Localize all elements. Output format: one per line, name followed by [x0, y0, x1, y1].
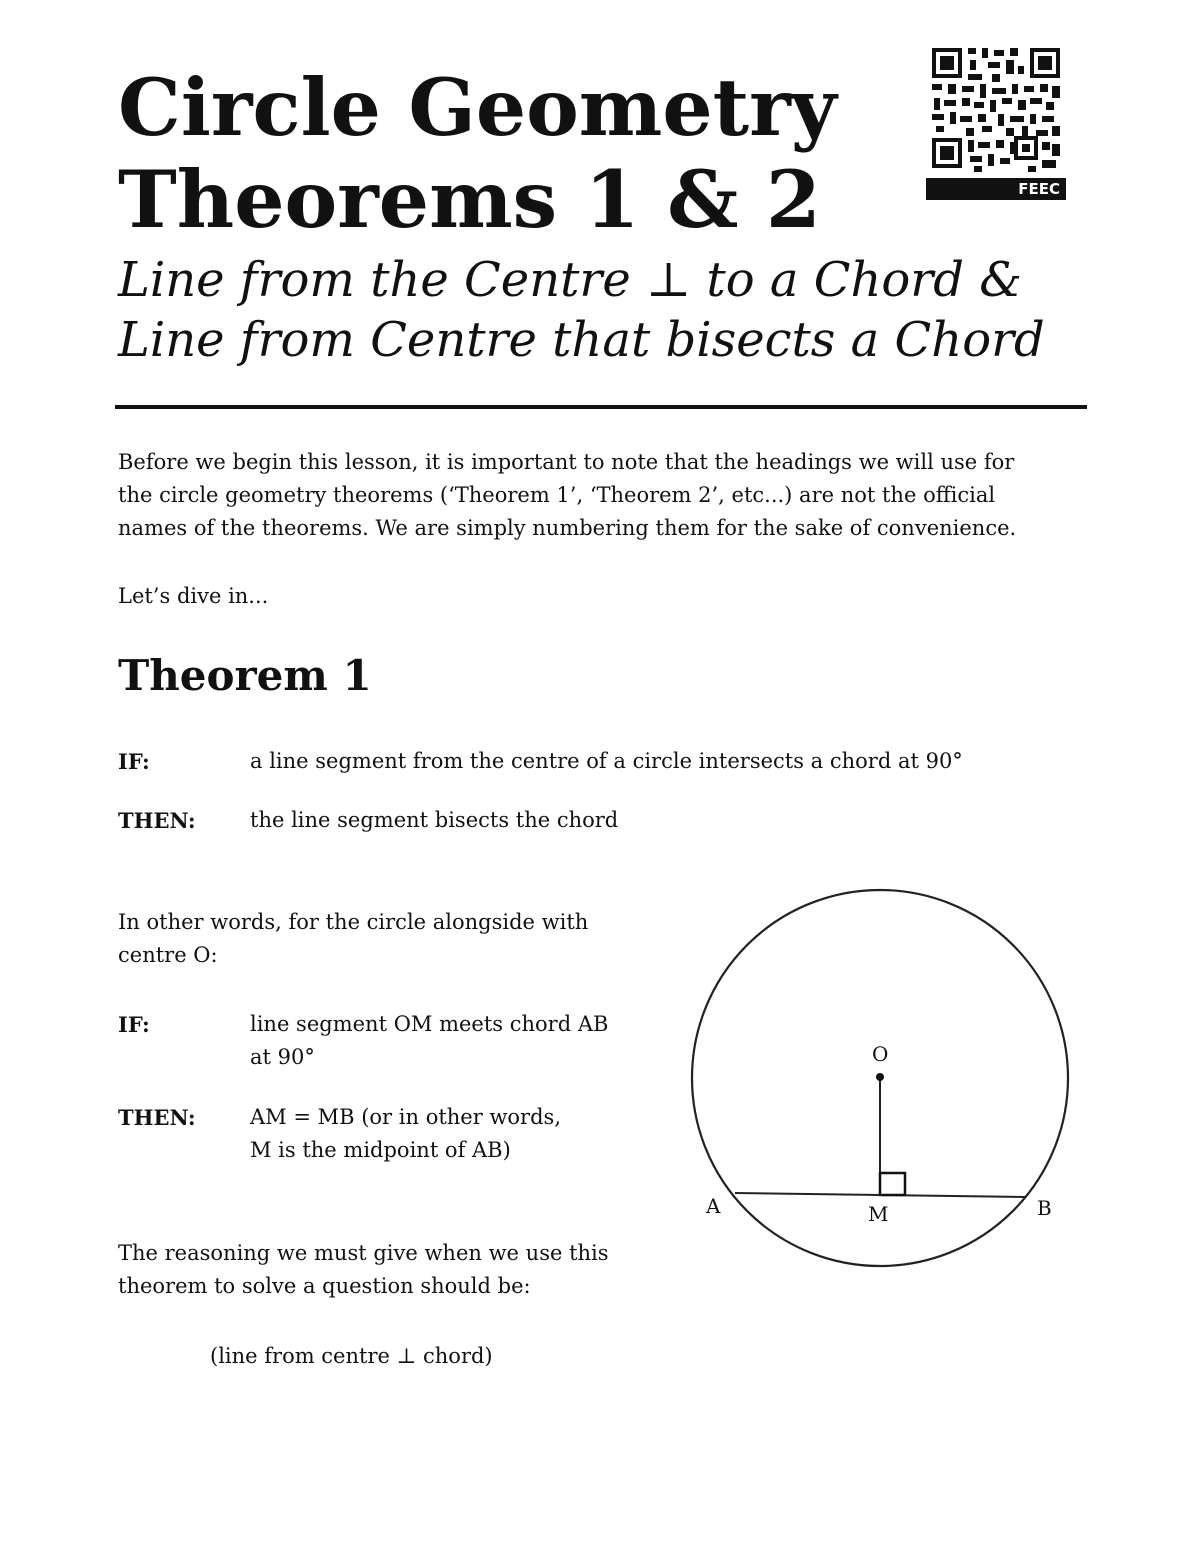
theorem-1-heading: Theorem 1	[118, 651, 372, 700]
if-label: IF:	[118, 749, 150, 774]
example-then-line-1: AM = MB (or in other words,	[250, 1105, 561, 1129]
other-words-paragraph	[118, 906, 588, 972]
intro-paragraph	[118, 446, 1078, 545]
if-text: a line segment from the centre of a circle intersects a chord at 90°	[250, 749, 963, 773]
label-O: O	[872, 1042, 889, 1066]
label-B: B	[1037, 1196, 1052, 1220]
qr-code[interactable]	[926, 44, 1066, 202]
intro-line-1: Before we begin this lesson, it is important to note that the headings we will use for	[118, 450, 1015, 474]
page-subtitle	[118, 250, 1045, 370]
then-label: THEN:	[118, 808, 196, 833]
title-line-2: Theorems 1 & 2	[118, 153, 821, 246]
reasoning-paragraph	[118, 1237, 609, 1303]
example-if-label: IF:	[118, 1012, 150, 1037]
reason-statement: (line from centre ⊥ chord)	[210, 1344, 493, 1368]
intro-line-2: the circle geometry theorems (‘Theorem 1’, ‘Theorem 2’, etc...) are not the official	[118, 483, 996, 507]
title-line-1: Circle Geometry	[118, 61, 837, 154]
header-divider	[115, 405, 1087, 409]
example-if-line-1: line segment OM meets chord AB	[250, 1012, 609, 1036]
other-words-line-1: In other words, for the circle alongside with	[118, 910, 589, 934]
page-title	[118, 62, 837, 246]
example-then-line-2: M is the midpoint of AB)	[250, 1138, 511, 1162]
circle-diagram	[690, 885, 1074, 1271]
example-if-line-2: at 90°	[250, 1045, 315, 1069]
label-M: M	[868, 1202, 889, 1226]
subtitle-line-2: Line from Centre that bisects a Chord	[118, 312, 1045, 368]
label-A: A	[706, 1194, 721, 1218]
reasoning-line-1: The reasoning we must give when we use this	[118, 1241, 609, 1265]
subtitle-line-1: Line from the Centre ⊥ to a Chord &	[118, 252, 1022, 308]
other-words-line-2: centre O:	[118, 943, 218, 967]
then-text: the line segment bisects the chord	[250, 808, 619, 832]
qr-brand-label: FEEC	[926, 178, 1066, 200]
example-then-label: THEN:	[118, 1105, 196, 1130]
intro-line-3: names of the theorems. We are simply numbering them for the sake of convenience.	[118, 516, 1017, 540]
centre-point-O	[876, 1073, 884, 1081]
example-then-text	[250, 1101, 561, 1167]
example-if-text	[250, 1008, 608, 1074]
reasoning-line-2: theorem to solve a question should be:	[118, 1274, 531, 1298]
right-angle-marker	[880, 1173, 905, 1195]
qr-code-icon	[926, 44, 1066, 174]
dive-in-text: Let’s dive in...	[118, 584, 269, 608]
